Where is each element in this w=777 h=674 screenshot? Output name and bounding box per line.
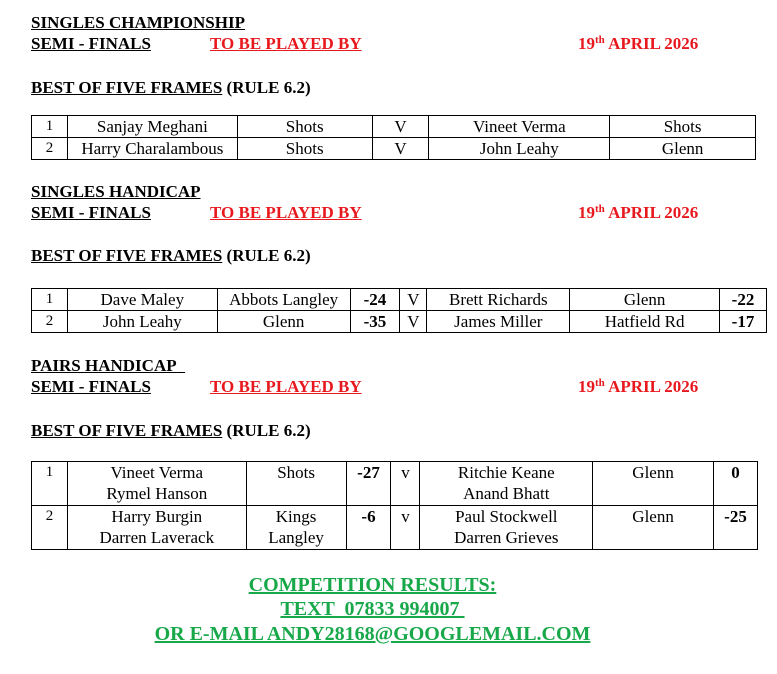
- club-home-a: Shots: [277, 463, 315, 482]
- table-row: [32, 289, 767, 311]
- pair-away: [420, 462, 593, 506]
- date-rest: APRIL 2026: [608, 34, 699, 53]
- player-away: James Miller: [427, 311, 570, 333]
- player-home-b: Darren Laverack: [99, 528, 215, 547]
- section1-round: SEMI - FINALS: [31, 34, 151, 53]
- best-of-label: BEST OF FIVE FRAMES: [31, 246, 223, 265]
- player-away-a: Paul Stockwell: [455, 507, 558, 526]
- section2-to-be-played-by: TO BE PLAYED BY: [210, 203, 362, 222]
- section2-round: SEMI - FINALS: [31, 203, 151, 222]
- handicap-home: -24: [350, 289, 400, 311]
- table-row: [32, 116, 756, 138]
- player-home: Dave Maley: [67, 289, 217, 311]
- section1-table: [31, 115, 756, 160]
- club-home: [246, 506, 346, 550]
- match-number: 2: [32, 138, 68, 160]
- player-home-a: Vineet Verma: [110, 463, 204, 482]
- match-number: 2: [32, 311, 68, 333]
- player-away: Vineet Verma: [429, 116, 610, 138]
- section2-table: [31, 288, 767, 333]
- table-row: [32, 462, 758, 506]
- club-away: Shots: [610, 116, 756, 138]
- versus: v: [391, 506, 420, 550]
- club-home-b: Langley: [268, 528, 324, 547]
- match-number: 1: [32, 462, 68, 506]
- rule-label: (RULE 6.2): [226, 246, 311, 265]
- date-suffix: th: [595, 34, 605, 46]
- player-home-b: Rymel Hanson: [106, 484, 208, 503]
- date-rest: APRIL 2026: [608, 377, 699, 396]
- handicap-away: -25: [713, 506, 757, 550]
- section3-best-of: [31, 421, 311, 441]
- section2-title: SINGLES HANDICAP: [31, 182, 201, 201]
- player-home: Sanjay Meghani: [67, 116, 237, 138]
- pair-away: [420, 506, 593, 550]
- best-of-label: BEST OF FIVE FRAMES: [31, 421, 223, 440]
- match-number: 1: [32, 289, 68, 311]
- player-home: John Leahy: [67, 311, 217, 333]
- club-home: [246, 462, 346, 506]
- section1-to-be-played-by: TO BE PLAYED BY: [210, 34, 362, 53]
- section2-best-of: [31, 246, 311, 266]
- date-rest: APRIL 2026: [608, 203, 699, 222]
- club-home: Abbots Langley: [217, 289, 350, 311]
- date-day: 19: [578, 203, 595, 222]
- match-number: 1: [32, 116, 68, 138]
- rule-label: (RULE 6.2): [226, 78, 311, 97]
- handicap-away: -22: [720, 289, 767, 311]
- club-away: Glenn: [610, 138, 756, 160]
- section1-date: [578, 34, 698, 54]
- section3-to-be-played-by: TO BE PLAYED BY: [210, 377, 362, 396]
- date-suffix: th: [595, 377, 605, 389]
- handicap-away: -17: [720, 311, 767, 333]
- pair-home: [67, 462, 246, 506]
- section1-best-of: [31, 78, 311, 98]
- section1-title: SINGLES CHAMPIONSHIP: [31, 13, 245, 32]
- versus: v: [391, 462, 420, 506]
- club-away: Hatfield Rd: [570, 311, 720, 333]
- player-away: John Leahy: [429, 138, 610, 160]
- section3-round: SEMI - FINALS: [31, 377, 151, 396]
- club-home: Shots: [237, 138, 372, 160]
- table-row: [32, 138, 756, 160]
- pair-home: [67, 506, 246, 550]
- handicap-away: 0: [713, 462, 757, 506]
- club-home-a: Kings: [275, 507, 317, 526]
- handicap-home: -6: [346, 506, 391, 550]
- player-away-b: Darren Grieves: [454, 528, 559, 547]
- date-day: 19: [578, 34, 595, 53]
- section2-date: [578, 203, 698, 223]
- player-home: Harry Charalambous: [67, 138, 237, 160]
- versus: V: [372, 138, 429, 160]
- competition-results-heading: COMPETITION RESULTS:: [248, 574, 497, 596]
- versus: V: [400, 311, 427, 333]
- handicap-home: -27: [346, 462, 391, 506]
- match-number: 2: [32, 506, 68, 550]
- club-away: Glenn: [593, 506, 714, 550]
- section3-title-text: PAIRS HANDICAP: [31, 356, 177, 375]
- versus: V: [372, 116, 429, 138]
- date-suffix: th: [595, 203, 605, 215]
- date-day: 19: [578, 377, 595, 396]
- club-home: Shots: [237, 116, 372, 138]
- best-of-label: BEST OF FIVE FRAMES: [31, 78, 223, 97]
- email-address[interactable]: OR E-MAIL ANDY28168@GOOGLEMAIL.COM: [154, 623, 591, 645]
- versus: V: [400, 289, 427, 311]
- player-away-a: Ritchie Keane: [457, 463, 555, 482]
- player-home-a: Harry Burgin: [111, 507, 203, 526]
- section3-table: [31, 461, 758, 550]
- section3-title: [31, 356, 185, 376]
- handicap-home: -35: [350, 311, 400, 333]
- player-away: Brett Richards: [427, 289, 570, 311]
- text-phone-number: TEXT 07833 994007: [280, 598, 465, 620]
- table-row: [32, 506, 758, 550]
- table-row: [32, 311, 767, 333]
- player-away-b: Anand Bhatt: [463, 484, 550, 503]
- club-away: Glenn: [570, 289, 720, 311]
- club-away: Glenn: [593, 462, 714, 506]
- section3-date: [578, 377, 698, 397]
- rule-label: (RULE 6.2): [226, 421, 311, 440]
- club-home: Glenn: [217, 311, 350, 333]
